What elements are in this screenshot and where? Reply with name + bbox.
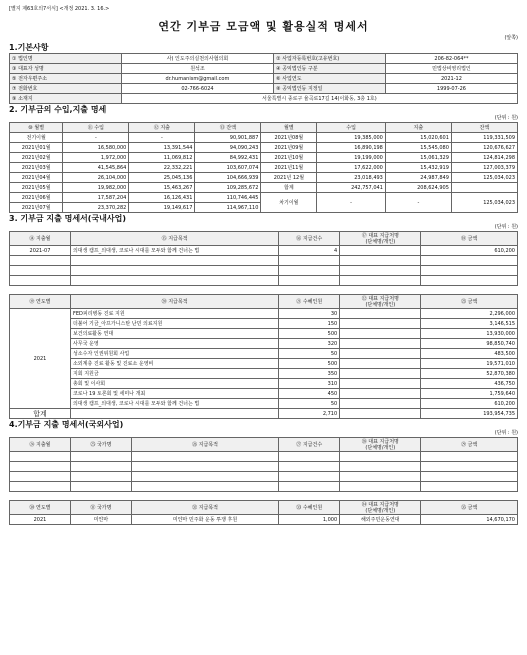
people-cell: 500	[279, 359, 340, 369]
column-header: ⑯ 지급건수	[279, 232, 340, 246]
field-label: ⑤ 전자우편주소	[10, 74, 122, 84]
domestic-month-row	[10, 246, 518, 256]
field-label: ④ 공익법인등 구분	[274, 64, 386, 74]
amount-cell: 2,296,000	[421, 309, 518, 319]
income-cell: 16,580,000	[63, 143, 129, 153]
empty-cell	[10, 482, 71, 492]
column-header: ⑭ 지출월	[10, 232, 71, 246]
income-cell: 16,890,198	[317, 143, 386, 153]
address-value: 서울특별시 종로구 율곡로17길 14(이화동, 3층 1호)	[121, 94, 517, 104]
section3-title: 3. 기부금 지출 명세서(국내사업)	[9, 214, 127, 223]
column-header: ㉟ 금액	[421, 501, 518, 515]
purpose-cell: 총회 및 이사회	[70, 379, 278, 389]
people-cell: 320	[279, 339, 340, 349]
expense-cell: 16,126,431	[129, 193, 195, 203]
empty-cell	[70, 472, 131, 482]
field-label: ⑨ 소재지	[10, 94, 122, 104]
income-cell: 41,545,864	[63, 163, 129, 173]
domestic-monthly-table	[9, 231, 518, 286]
empty-cell	[279, 452, 340, 462]
month-cell: 2021년03월	[10, 163, 63, 173]
section4-unit: (단위 : 원)	[494, 430, 518, 436]
month-cell: 2021년02월	[10, 153, 63, 163]
section4-title: 4.기부금 지출 명세서(국외사업)	[9, 420, 124, 429]
amount-cell: 52,870,380	[421, 369, 518, 379]
income-expense-table	[9, 122, 518, 213]
expense-cell: 15,061,329	[385, 153, 451, 163]
field-label: ⑧ 공익법인등 지정일	[274, 84, 386, 94]
purpose-cell: 성소수자 인권위원회 사업	[70, 349, 278, 359]
month-cell: 2021년07월	[10, 203, 63, 213]
recipient-cell	[340, 329, 421, 339]
empty-cell	[340, 462, 421, 472]
purpose-cell: 코로나 19 토론회 및 세미나 개최	[70, 389, 278, 399]
expense-cell: 15,020,601	[385, 133, 451, 143]
recipient-cell	[340, 349, 421, 359]
basic-info-row	[10, 54, 518, 64]
empty-cell	[340, 482, 421, 492]
income-cell: 17,622,000	[317, 163, 386, 173]
column-header: 수입	[317, 123, 386, 133]
month-cell: 2021년05월	[10, 183, 63, 193]
people-cell: 500	[279, 329, 340, 339]
amount-cell: 14,670,170	[421, 515, 518, 525]
people-cell: 350	[279, 369, 340, 379]
balance-cell: 109,285,672	[195, 183, 261, 193]
balance-cell: 94,090,243	[195, 143, 261, 153]
basic-info-row	[10, 84, 518, 94]
address-row	[10, 94, 518, 104]
purpose-cell: 소외계층 진료 활동 및 진료소 운영비	[70, 359, 278, 369]
overseas-yearly-table	[9, 500, 518, 525]
balance-cell: 124,814,298	[451, 153, 517, 163]
balance-cell: 120,676,627	[451, 143, 517, 153]
empty-row	[10, 452, 518, 462]
field-label: ⑥ 사업연도	[274, 74, 386, 84]
balance-cell: 90,901,887	[195, 133, 261, 143]
empty-cell	[10, 472, 71, 482]
column-header: ㉘ 대표 지급처명 (단체명/개인)	[340, 438, 421, 452]
column-header: ⑱ 금액	[421, 232, 518, 246]
section3-unit: (단위 : 원)	[494, 224, 518, 230]
domestic-year-row	[10, 339, 518, 349]
empty-row	[10, 266, 518, 276]
amount-cell: 98,850,740	[421, 339, 518, 349]
people-cell: 450	[279, 389, 340, 399]
month-cell: 2021년09월	[261, 143, 317, 153]
empty-cell	[340, 409, 421, 419]
column-header: ⑳ 지급목적	[70, 295, 278, 309]
next-income: -	[317, 193, 386, 213]
amount-cell: 436,750	[421, 379, 518, 389]
income-cell: 19,982,000	[63, 183, 129, 193]
purpose-cell: 미얀마 민주화 운동 투쟁 후원	[131, 515, 278, 525]
domestic-yearly-table	[9, 294, 518, 419]
month-cell: 2021-07	[10, 246, 71, 256]
empty-row	[10, 472, 518, 482]
column-header: ⑬ 잔액	[195, 123, 261, 133]
empty-cell	[340, 266, 421, 276]
empty-row	[10, 276, 518, 286]
column-header: ㉓ 금액	[421, 295, 518, 309]
empty-cell	[279, 482, 340, 492]
domestic-total-row	[10, 409, 518, 419]
field-value: 206-82-064**	[385, 54, 517, 64]
balance-cell: 114,967,110	[195, 203, 261, 213]
field-label: ② 사업자등록번호(고유번호)	[274, 54, 386, 64]
empty-cell	[340, 256, 421, 266]
column-header: ⑲ 연도별	[10, 295, 71, 309]
people-cell: 1,000	[279, 515, 340, 525]
next-balance: 125,034,023	[451, 193, 517, 213]
amount-cell: 483,500	[421, 349, 518, 359]
column-header: ㉑ 수혜인원	[279, 295, 340, 309]
field-value: 사) 인도주의실천의사협의회	[121, 54, 273, 64]
income-cell: 23,018,493	[317, 173, 386, 183]
month-cell: 2021년10월	[261, 153, 317, 163]
empty-row	[10, 462, 518, 472]
amount-cell: 13,930,000	[421, 329, 518, 339]
next-label: 차기이월	[261, 193, 317, 213]
column-header: ㉞ 대표 지급처명 (단체명/개인)	[340, 501, 421, 515]
field-value: 1999-07-26	[385, 84, 517, 94]
domestic-year-row	[10, 349, 518, 359]
empty-cell	[70, 462, 131, 472]
recipient-cell	[340, 359, 421, 369]
recipient-cell	[340, 399, 421, 409]
section2-unit: (단위 : 원)	[494, 115, 518, 121]
recipient-cell	[340, 309, 421, 319]
column-header: ㉔ 지출월	[10, 438, 71, 452]
total-label: 합계	[261, 183, 317, 193]
column-header: 월별	[261, 123, 317, 133]
annex-note: [별지 제63호의7서식] <개정 2021. 3. 16.>	[9, 6, 110, 12]
month-cell: 전기이월	[10, 133, 63, 143]
empty-cell	[279, 256, 340, 266]
month-row	[10, 143, 518, 153]
purpose-cell: 보건의료활동 연대	[70, 329, 278, 339]
balance-cell: 119,331,509	[451, 133, 517, 143]
empty-cell	[70, 409, 278, 419]
column-header: ⑪ 수입	[63, 123, 129, 133]
amount-cell: 610,200	[421, 399, 518, 409]
field-value: 민법상비영리법인	[385, 64, 517, 74]
amount-cell: 3,146,515	[421, 319, 518, 329]
balance-cell: 84,992,431	[195, 153, 261, 163]
people-cell: 310	[279, 379, 340, 389]
month-cell: 2021년01월	[10, 143, 63, 153]
column-header: ⑩ 월별	[10, 123, 63, 133]
expense-cell: 22,332,221	[129, 163, 195, 173]
expense-cell: -	[129, 133, 195, 143]
recipient-cell	[340, 369, 421, 379]
column-header: ㉙ 금액	[421, 438, 518, 452]
month-row	[10, 153, 518, 163]
total-income: 242,757,041	[317, 183, 386, 193]
empty-cell	[10, 452, 71, 462]
total-expense: 208,624,905	[385, 183, 451, 193]
section1-title: 1.기본사항	[9, 43, 49, 52]
balance-cell: 103,607,074	[195, 163, 261, 173]
recipient-cell	[340, 379, 421, 389]
month-row	[10, 193, 518, 203]
basic-info-table	[9, 53, 518, 104]
expense-cell: 13,391,544	[129, 143, 195, 153]
domestic-year-row	[10, 309, 518, 319]
month-row	[10, 173, 518, 183]
basic-info-row	[10, 64, 518, 74]
domestic-year-row	[10, 329, 518, 339]
month-cell: 2021년04월	[10, 173, 63, 183]
empty-cell	[70, 256, 278, 266]
form-page	[9, 5, 518, 645]
overseas-year-row	[10, 515, 518, 525]
front-page-label: (앞쪽)	[504, 35, 518, 41]
month-cell: 2021년11월	[261, 163, 317, 173]
purpose-cell: 의대생 캠프_의대생, 코로나 시대를 모두와 함께 건너는 법	[70, 246, 278, 256]
expense-cell: 25,045,136	[129, 173, 195, 183]
carry-row	[10, 133, 518, 143]
column-header: ㉛ 국가명	[70, 501, 131, 515]
balance-cell: 104,666,939	[195, 173, 261, 183]
purpose-cell: FED피리병동 진료 지원	[70, 309, 278, 319]
column-header: ㉒ 대표 지급처명 (단체명/개인)	[340, 295, 421, 309]
recipient-cell	[340, 319, 421, 329]
balance-cell: 110,746,445	[195, 193, 261, 203]
empty-cell	[340, 472, 421, 482]
year-cell: 2021	[10, 515, 71, 525]
empty-cell	[279, 266, 340, 276]
country-cell: 미얀마	[70, 515, 131, 525]
total-label: 합계	[10, 409, 71, 419]
basic-info-row	[10, 74, 518, 84]
field-label: ⑦ 전화번호	[10, 84, 122, 94]
count-cell: 4	[279, 246, 340, 256]
people-cell: 50	[279, 349, 340, 359]
income-cell: 26,104,000	[63, 173, 129, 183]
column-header: ⑰ 대표 지급처명 (단체명/개인)	[340, 232, 421, 246]
domestic-year-row	[10, 379, 518, 389]
empty-cell	[279, 472, 340, 482]
domestic-year-row	[10, 319, 518, 329]
balance-cell: 127,003,379	[451, 163, 517, 173]
column-header: ㉗ 지급건수	[279, 438, 340, 452]
field-label: ① 법인명	[10, 54, 122, 64]
income-cell: 1,972,000	[63, 153, 129, 163]
income-cell: 19,199,000	[317, 153, 386, 163]
overseas-monthly-table	[9, 437, 518, 492]
recipient-cell: 해외주민운동연대	[340, 515, 421, 525]
empty-cell	[70, 452, 131, 462]
empty-cell	[131, 462, 278, 472]
empty-cell	[421, 482, 518, 492]
expense-cell: 15,432,919	[385, 163, 451, 173]
empty-cell	[70, 266, 278, 276]
month-cell: 2021년06월	[10, 193, 63, 203]
empty-cell	[421, 462, 518, 472]
empty-row	[10, 482, 518, 492]
balance-cell: 125,034,023	[451, 173, 517, 183]
empty-row	[10, 256, 518, 266]
column-header: 잔액	[451, 123, 517, 133]
field-value: 02-766-6024	[121, 84, 273, 94]
people-cell: 150	[279, 319, 340, 329]
column-header: ㉜ 지급목적	[131, 501, 278, 515]
column-header: ㉖ 지급목적	[131, 438, 278, 452]
domestic-year-row	[10, 369, 518, 379]
empty-cell	[70, 276, 278, 286]
empty-cell	[421, 452, 518, 462]
section2-title: 2. 기부금의 수입,지출 명세	[9, 105, 107, 114]
income-cell: -	[63, 133, 129, 143]
empty-cell	[340, 276, 421, 286]
empty-cell	[10, 266, 71, 276]
empty-cell	[340, 452, 421, 462]
empty-cell	[421, 266, 518, 276]
year-cell: 2021	[10, 309, 71, 409]
column-header: ⑮ 지급목적	[70, 232, 278, 246]
empty-cell	[131, 452, 278, 462]
expense-cell: 19,149,617	[129, 203, 195, 213]
purpose-cell: 더불어 기금_아프가니스탄 난민 의료지원	[70, 319, 278, 329]
people-cell: 30	[279, 309, 340, 319]
empty-cell	[10, 256, 71, 266]
empty-cell	[421, 472, 518, 482]
column-header: ㉚ 연도별	[10, 501, 71, 515]
amount-cell: 1,759,640	[421, 389, 518, 399]
domestic-year-row	[10, 389, 518, 399]
field-value: 2021-12	[385, 74, 517, 84]
month-row	[10, 163, 518, 173]
domestic-year-row	[10, 399, 518, 409]
column-header: ㉕ 국가명	[70, 438, 131, 452]
empty-cell	[131, 482, 278, 492]
empty-cell	[10, 462, 71, 472]
people-cell: 50	[279, 399, 340, 409]
month-cell: 2021년08월	[261, 133, 317, 143]
next-expense: -	[385, 193, 451, 213]
empty-cell	[279, 462, 340, 472]
recipient-cell	[340, 246, 421, 256]
empty-cell	[421, 276, 518, 286]
income-cell: 23,370,282	[63, 203, 129, 213]
income-cell: 17,587,204	[63, 193, 129, 203]
amount-cell: 19,571,010	[421, 359, 518, 369]
expense-cell: 11,069,812	[129, 153, 195, 163]
expense-cell: 24,987,849	[385, 173, 451, 183]
empty-cell	[279, 276, 340, 286]
expense-cell: 15,463,267	[129, 183, 195, 193]
purpose-cell: 지회 지원금	[70, 369, 278, 379]
empty-cell	[421, 256, 518, 266]
field-value: dr.humanism@gmail.com	[121, 74, 273, 84]
field-label: ③ 대표자 성명	[10, 64, 122, 74]
total-people: 2,710	[279, 409, 340, 419]
month-cell: 2021년 12월	[261, 173, 317, 183]
document-title: 연간 기부금 모금액 및 활용실적 명세서	[158, 20, 369, 33]
total-amount: 193,954,735	[421, 409, 518, 419]
column-header: 지출	[385, 123, 451, 133]
empty-cell	[131, 472, 278, 482]
column-header: ⑫ 지출	[129, 123, 195, 133]
domestic-year-row	[10, 359, 518, 369]
recipient-cell	[340, 389, 421, 399]
empty-cell	[10, 276, 71, 286]
month-row	[10, 183, 518, 193]
recipient-cell	[340, 339, 421, 349]
column-header: ㉝ 수혜인원	[279, 501, 340, 515]
empty-cell	[70, 482, 131, 492]
total-balance	[451, 183, 517, 193]
purpose-cell: 의대생 캠프_의대생, 코로나 시대를 모두와 함께 건너는 법	[70, 399, 278, 409]
purpose-cell: 사무국 운영	[70, 339, 278, 349]
field-value: 원석조	[121, 64, 273, 74]
expense-cell: 15,545,080	[385, 143, 451, 153]
income-cell: 19,385,000	[317, 133, 386, 143]
amount-cell: 610,200	[421, 246, 518, 256]
